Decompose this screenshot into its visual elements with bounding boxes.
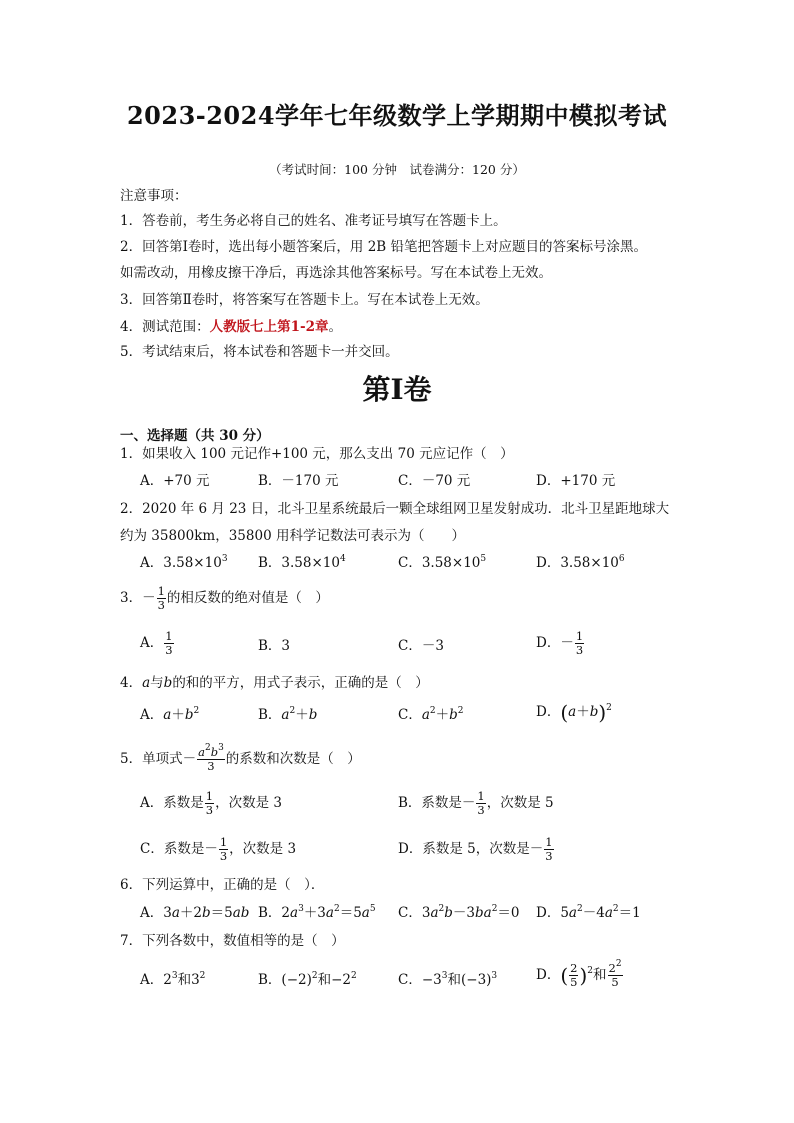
q5-stem: 5．单项式－ $\frac{a^2b^3}{3}$ 的系数和次数是（ ）: [120, 743, 361, 773]
q6-stem: 6．下列运算中，正确的是（ ）．: [120, 877, 325, 893]
notice-item-4-range: 人教版七上第1-2章: [209, 319, 329, 335]
exam-title: 2023-2024学年七年级数学上学期期中模拟考试: [126, 101, 668, 130]
q4-option-a: A．$a+b^2$: [140, 706, 200, 723]
q3-fraction: $\frac{1}{3}$: [157, 584, 165, 612]
q6-option-b: B．$2a^3+3a^2=5a^5$: [258, 904, 376, 921]
notice-item-4-suffix: 。: [328, 319, 342, 335]
q5-option-a: A．系数是 $\frac{1}{3}$ ，次数是 3: [140, 789, 282, 817]
q4-option-d: D．$(a+b)^2$: [536, 700, 612, 725]
q7-stem: 7．下列各数中，数值相等的是（ ）: [120, 933, 345, 949]
q3-option-d: D．－ $\frac{1}{3}$: [536, 629, 584, 657]
section-title: 第Ⅰ卷: [362, 373, 432, 406]
q3-option-b: B．3: [258, 638, 291, 654]
q1-option-d: D．+170 元: [536, 473, 616, 489]
q1-option-b: B．－170 元: [258, 473, 339, 489]
q2-option-d: D．$3.58\times 10^6$: [536, 554, 625, 571]
q2-stem-line1: 2．2020 年 6 月 23 日，北斗卫星系统最后一颗全球组网卫星发射成功．北斗卫星距地球大: [120, 501, 670, 517]
q5-option-c: C．系数是－ $\frac{1}{3}$ ，次数是 3: [140, 835, 297, 863]
q3-option-c: C．－3: [398, 638, 444, 654]
notice-heading: 注意事项：: [120, 188, 188, 204]
q4-stem: 4．a与b的和的平方，用式子表示，正确的是（ ）: [120, 675, 429, 691]
q6-option-a: A．3a＋2b＝5ab: [140, 905, 250, 921]
q5-option-d: D．系数是 5，次数是－ $\frac{1}{3}$: [398, 835, 553, 863]
q4-option-c: C．$a^2+b^2$: [398, 706, 464, 723]
notice-item-1: 1．答卷前，考生务必将自己的姓名、准考证号填写在答题卡上。: [120, 213, 507, 229]
notice-item-4: [120, 318, 342, 336]
q2-option-a: A．$3.58\times 10^3$: [140, 554, 228, 571]
q3-option-a: A． $\frac{1}{3}$: [140, 629, 173, 657]
notice-item-2-cont: 如需改动，用橡皮擦干净后，再选涂其他答案标号。写在本试卷上无效。: [120, 265, 552, 281]
q6-option-c: C．$3a^2b-3ba^2=0$: [398, 904, 520, 921]
q2-option-c: C．$3.58\times 10^5$: [398, 554, 487, 571]
notice-item-2: 2．回答第Ⅰ卷时，选出每小题答案后，用 2B 铅笔把答题卡上对应题目的答案标号涂黑。: [120, 239, 648, 255]
notice-item-4-prefix: 4．测试范围：: [120, 319, 210, 335]
notice-item-5: 5．考试结束后，将本试卷和答题卡一并交回。: [120, 344, 399, 360]
q4-option-b: B．$a^2+b$: [258, 706, 318, 723]
q1-option-c: C．－70 元: [398, 473, 471, 489]
q5-option-b: B．系数是－ $\frac{1}{3}$ ，次数是 5: [398, 789, 554, 817]
q7-option-c: C．$-3^3$和$(-3)^3$: [398, 971, 498, 988]
q5-monomial: $\frac{a^2b^3}{3}$: [198, 743, 224, 773]
q3-stem: 3．－ $\frac{1}{3}$ 的相反数的绝对值是（ ）: [120, 584, 329, 612]
exam-subtitle: （考试时间：100 分钟 试卷满分：120 分）: [269, 162, 525, 177]
q7-option-b: B．$(-2)^2$和$-2^2$: [258, 971, 357, 988]
q7-option-a: A．$2^3$和$3^2$: [140, 971, 206, 988]
notice-item-3: 3．回答第Ⅱ卷时，将答案写在答题卡上。写在本试卷上无效。: [120, 292, 489, 308]
q2-option-b: B．$3.58\times 10^4$: [258, 554, 346, 571]
q1-option-a: A．+70 元: [140, 473, 210, 489]
q2-stem-line2: 约为 35800km，35800 用科学记数法可表示为（ ）: [120, 528, 465, 544]
part1-heading: 一、选择题（共 30 分）: [120, 428, 270, 444]
q1-stem: 1．如果收入 100 元记作+100 元，那么支出 70 元应记作（ ）: [120, 446, 514, 462]
q6-option-d: D．$5a^2-4a^2=1$: [536, 904, 641, 921]
q7-option-d: D．( $\frac{2}{5}$ )$^2$和 $\frac{2^2}{5}$: [536, 959, 622, 989]
